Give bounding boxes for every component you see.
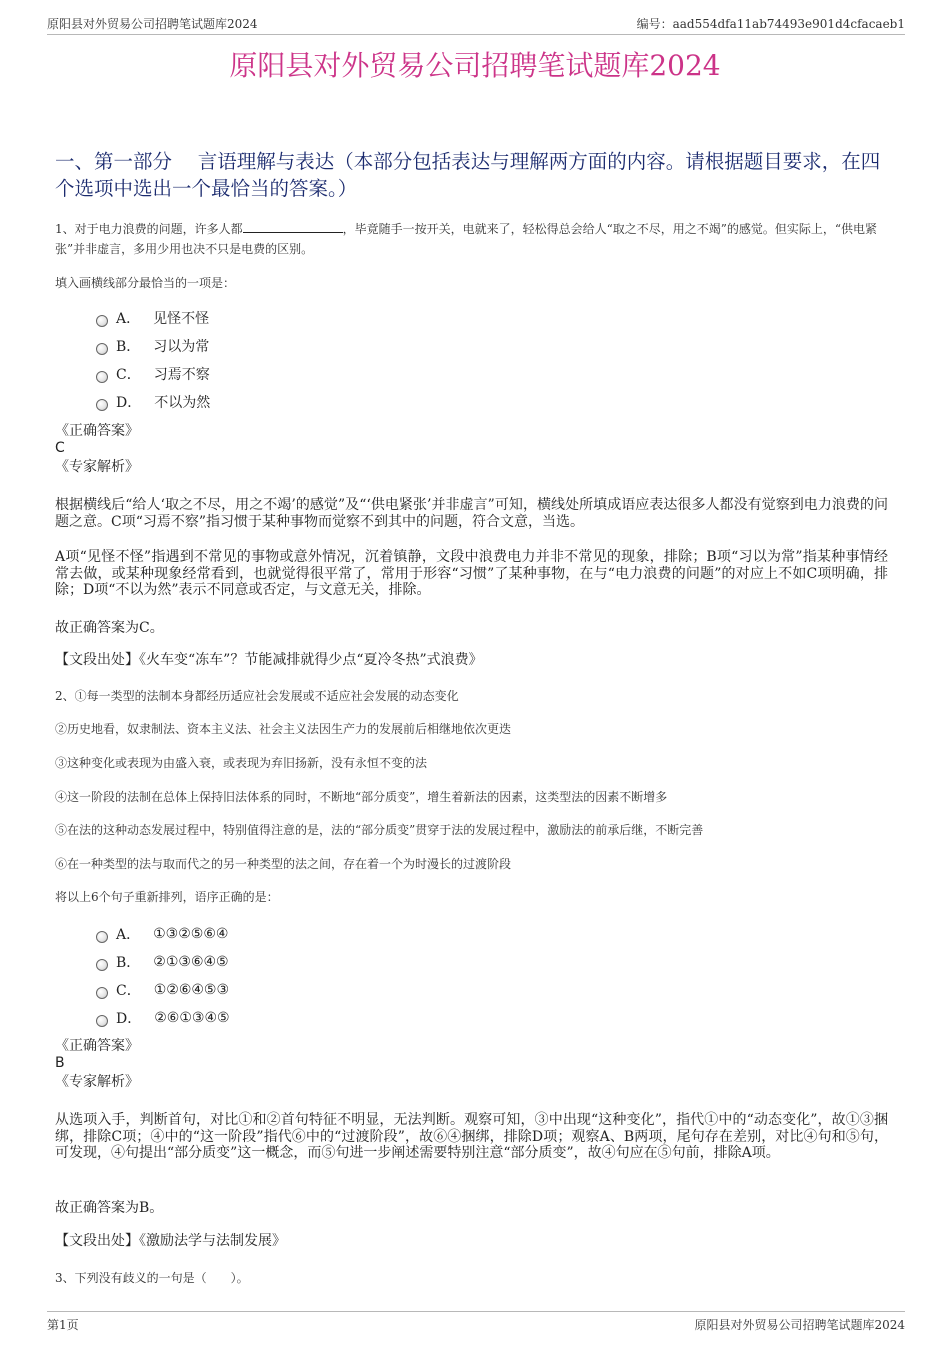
- page-footer: [47, 1311, 905, 1332]
- option-key: B．: [116, 955, 141, 971]
- q1-answer: C: [55, 440, 65, 456]
- header-document-id: 编号：aad554dfa11ab74493e901d4cfacaeb1: [636, 17, 905, 31]
- option-key: C．: [116, 983, 141, 999]
- analysis-paragraph: 从选项入手，判断首句，对比①和②首句特征不明显，无法判断。观察可知，③中出现“这种变化”，指代①中的“动态变化”，故①③捆绑，排除C项；④中的“这一阶段”指代⑥中的“过渡阶段”，故⑥④捆绑，排除D项；观察A、B两项，尾句存在差别，对比④句和⑤句，可发现，④句提出“部分质变”这一概念，而⑤句进一步阐述需要特别注意“部分质变”，故④句应在⑤句前，排除A项。: [55, 1112, 888, 1161]
- option-text: 不以为然: [154, 395, 211, 411]
- q2-answer-block: [55, 1038, 888, 1091]
- q1-blank: [243, 221, 343, 233]
- q1-analysis-3: [55, 620, 888, 637]
- q1-option-c[interactable]: [96, 360, 210, 388]
- q2-prompt-block: [55, 887, 888, 907]
- q1-prompt-block: [55, 273, 888, 293]
- q1-analysis-2: [55, 549, 888, 599]
- q2-prompt: 将以上6个句子重新排列，语序正确的是：: [55, 890, 279, 904]
- q2-option-b[interactable]: [96, 948, 230, 976]
- q1-prompt: 填入画横线部分最恰当的一项是：: [55, 276, 236, 290]
- q2-source: [55, 1233, 888, 1250]
- option-key: A．: [116, 311, 141, 327]
- q1-text-after: ，毕竟随手一按开关，电就来了，轻松得总会给人“取之不尽，用之不竭”的感觉。但实际上，“供电紧张”并非虚言，多用少用也决不只是电费的区别。: [55, 222, 878, 256]
- q2-line-2: [55, 719, 888, 739]
- sentence: ④这一阶段的法制在总体上保持旧法体系的同时，不断地“部分质变”，增生着新法的因素，这类型法的因素不断增多: [55, 790, 668, 804]
- q1-options: [96, 304, 210, 416]
- sentence: 2、①每一类型的法制本身都经历适应社会发展或不适应社会发展的动态变化: [55, 689, 459, 703]
- q1-analysis-1: [55, 497, 888, 530]
- header-left-title: 原阳县对外贸易公司招聘笔试题库2024: [47, 17, 258, 31]
- option-text: ②①③⑥④⑤: [153, 954, 229, 970]
- source-line: 【文段出处】《火车变“冻车”？节能减排就得少点“夏冷冬热”式浪费》: [55, 652, 483, 668]
- q2-options: [96, 920, 230, 1032]
- q1-option-d[interactable]: [96, 388, 210, 416]
- q2-analysis-label: 《专家解析》: [55, 1074, 139, 1090]
- source-line: 【文段出处】《激励法学与法制发展》: [55, 1233, 286, 1249]
- q1-stem: [55, 219, 888, 259]
- option-text: ①③②⑤⑥④: [153, 926, 229, 942]
- sentence: ③这种变化或表现为由盛入衰，或表现为弃旧扬新，没有永恒不变的法: [55, 756, 428, 770]
- q2-line-3: [55, 753, 888, 773]
- option-key: D．: [116, 395, 142, 411]
- q3-stem: [55, 1268, 888, 1288]
- option-text: 习以为常: [153, 339, 210, 355]
- analysis-paragraph: 根据横线后“给人‘取之不尽，用之不竭’的感觉”及“‘供电紧张’并非虚言”可知，横线处所填成语应表达很多人都没有觉察到电力浪费的问题之意。C项“习焉不察”指习惯于某种事物而觉察不到其中的问题，符合文意，当选。: [55, 497, 888, 530]
- radio-icon[interactable]: [96, 371, 108, 383]
- q2-analysis-2: [55, 1200, 888, 1217]
- option-text: 见怪不怪: [153, 311, 210, 327]
- q2-option-d[interactable]: [96, 1004, 230, 1032]
- radio-icon[interactable]: [96, 1015, 108, 1027]
- sentence: ②历史地看，奴隶制法、资本主义法、社会主义法因生产力的发展前后相继地依次更迭: [55, 722, 512, 736]
- q1-analysis-label: 《专家解析》: [55, 459, 139, 475]
- q2-line-5: [55, 820, 888, 840]
- q2-answer: B: [55, 1055, 65, 1071]
- q1-text-before: 1、对于电力浪费的问题，许多人都: [55, 222, 243, 236]
- q2-option-a[interactable]: [96, 920, 230, 948]
- option-key: C．: [116, 367, 141, 383]
- option-key: B．: [116, 339, 141, 355]
- q2-analysis-1: [55, 1112, 888, 1162]
- radio-icon[interactable]: [96, 343, 108, 355]
- analysis-paragraph: 故正确答案为C。: [55, 620, 164, 636]
- section-heading: 一、第一部分 言语理解与表达（本部分包括表达与理解两方面的内容。请根据题目要求，在四个选项中选出一个最恰当的答案。）: [55, 150, 881, 200]
- radio-icon[interactable]: [96, 959, 108, 971]
- radio-icon[interactable]: [96, 931, 108, 943]
- q2-line-4: [55, 787, 888, 807]
- analysis-paragraph: 故正确答案为B。: [55, 1200, 164, 1216]
- analysis-paragraph: A项“见怪不怪”指遇到不常见的事物或意外情况，沉着镇静，文段中浪费电力并非不常见的现象，排除；B项“习以为常”指某种事情经常去做，或某种现象经常看到，也就觉得很平常了，常用于形容“习惯”了某种事物，在与“电力浪费的问题”的对应上不如C项明确，排除；D项“不以为然”表示不同意或否定，与文意无关，排除。: [55, 549, 888, 598]
- q3-text: 3、下列没有歧义的一句是（ ）。: [55, 1271, 249, 1285]
- q2-line-6: [55, 854, 888, 874]
- q1-option-b[interactable]: [96, 332, 210, 360]
- sentence: ⑤在法的这种动态发展过程中，特别值得注意的是，法的“部分质变”贯穿于法的发展过程中，激励法的前承后继，不断完善: [55, 823, 704, 837]
- option-key: A．: [116, 927, 141, 943]
- document-title: 原阳县对外贸易公司招聘笔试题库2024: [229, 49, 721, 82]
- page-header: [47, 12, 905, 35]
- q2-line-1: [55, 686, 888, 706]
- q2-answer-label: 《正确答案》: [55, 1038, 139, 1054]
- radio-icon[interactable]: [96, 315, 108, 327]
- option-text: ①②⑥④⑤③: [153, 982, 230, 998]
- q1-answer-label: 《正确答案》: [55, 423, 139, 439]
- radio-icon[interactable]: [96, 987, 108, 999]
- option-key: D．: [116, 1011, 142, 1027]
- radio-icon[interactable]: [96, 399, 108, 411]
- q1-answer-block: [55, 423, 888, 476]
- q2-option-c[interactable]: [96, 976, 230, 1004]
- footer-title: 原阳县对外贸易公司招聘笔试题库2024: [694, 1318, 905, 1332]
- sentence: ⑥在一种类型的法与取而代之的另一种类型的法之间，存在着一个为时漫长的过渡阶段: [55, 857, 512, 871]
- page-number: 第1页: [47, 1318, 79, 1332]
- q1-source: [55, 652, 888, 669]
- option-text: 习焉不察: [153, 367, 210, 383]
- q1-option-a[interactable]: [96, 304, 210, 332]
- option-text: ②⑥①③④⑤: [154, 1010, 230, 1026]
